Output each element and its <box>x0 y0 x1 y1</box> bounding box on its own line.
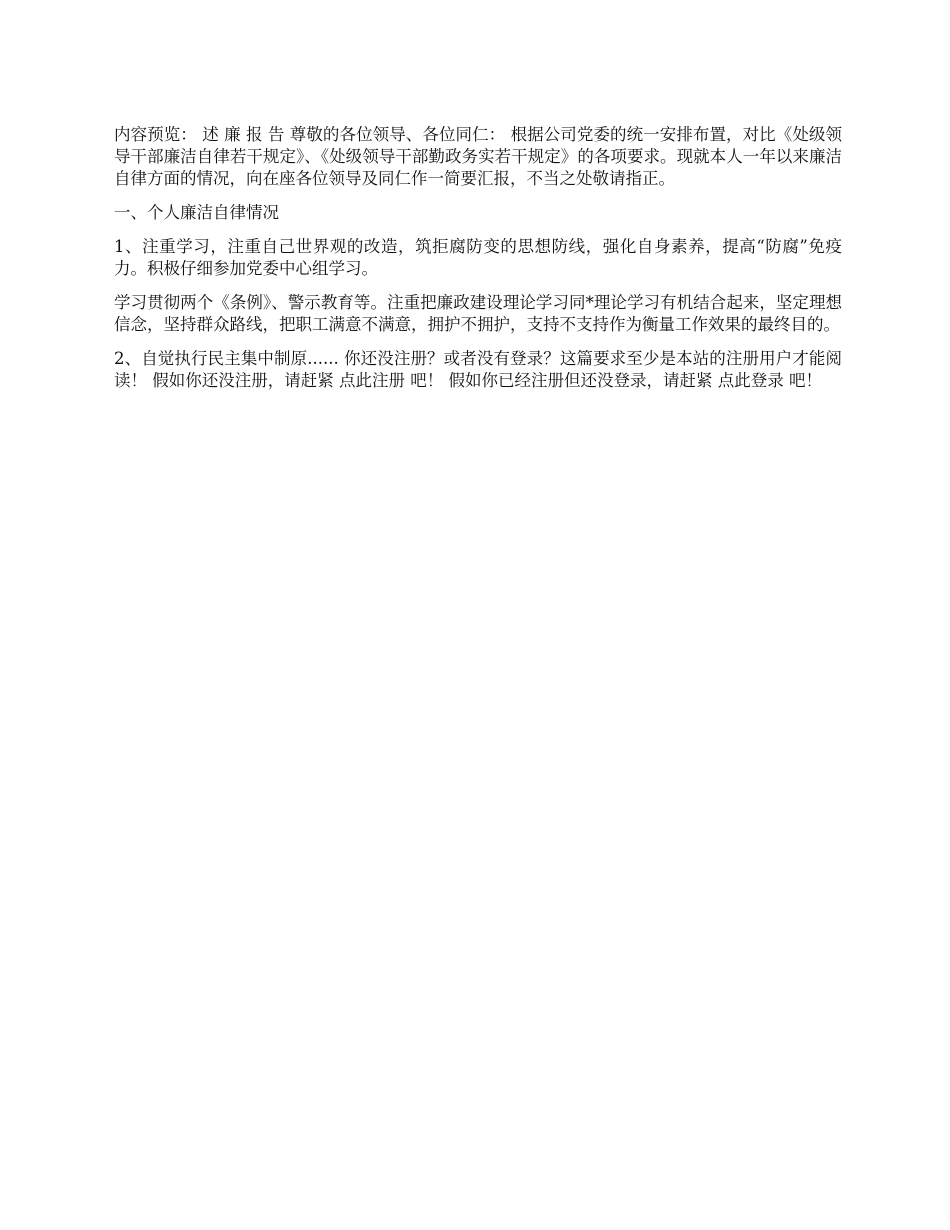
paragraph-3-end: 吧！ <box>783 371 822 390</box>
login-link[interactable]: 点此登录 <box>717 371 784 390</box>
intro-paragraph: 内容预览： 述 廉 报 告 尊敬的各位领导、各位同仁： 根据公司党委的统一安排布置，对比《处级领导干部廉洁自律若干规定》、《处级领导干部勤政务实若干规定》的各项要求。现就本人一年以来廉洁自律方面的情况，向在座各位领导及同仁作一简要汇报，不当之处敬请指正。 <box>114 125 842 188</box>
paragraph-3-mid: 吧！ 假如你已经注册但还没登录，请赶紧 <box>405 371 718 390</box>
section-heading: 一、个人廉洁自律情况 <box>114 203 279 222</box>
document-body <box>114 124 842 404</box>
register-link[interactable]: 点此注册 <box>339 371 405 390</box>
paragraph-3 <box>114 348 842 392</box>
paragraph-2: 学习贯彻两个《条例》、警示教育等。注重把廉政建设理论学习同*理论学习有机结合起来，坚定理想信念，坚持群众路线，把职工满意不满意，拥护不拥护，支持不支持作为衡量工作效果的最终目的。 <box>114 293 842 334</box>
paragraph-1: 1、注重学习，注重自己世界观的改造，筑拒腐防变的思想防线，强化自身素养，提高“防腐”免疫力。积极仔细参加党委中心组学习。 <box>114 237 842 278</box>
paragraph-3-lead: 2、自觉执行民主集中制原...... 你还没注册？或者没有登录？这篇要求至少是本站的注册用户才能阅读！ 假如你还没注册，请赶紧 <box>114 349 842 390</box>
